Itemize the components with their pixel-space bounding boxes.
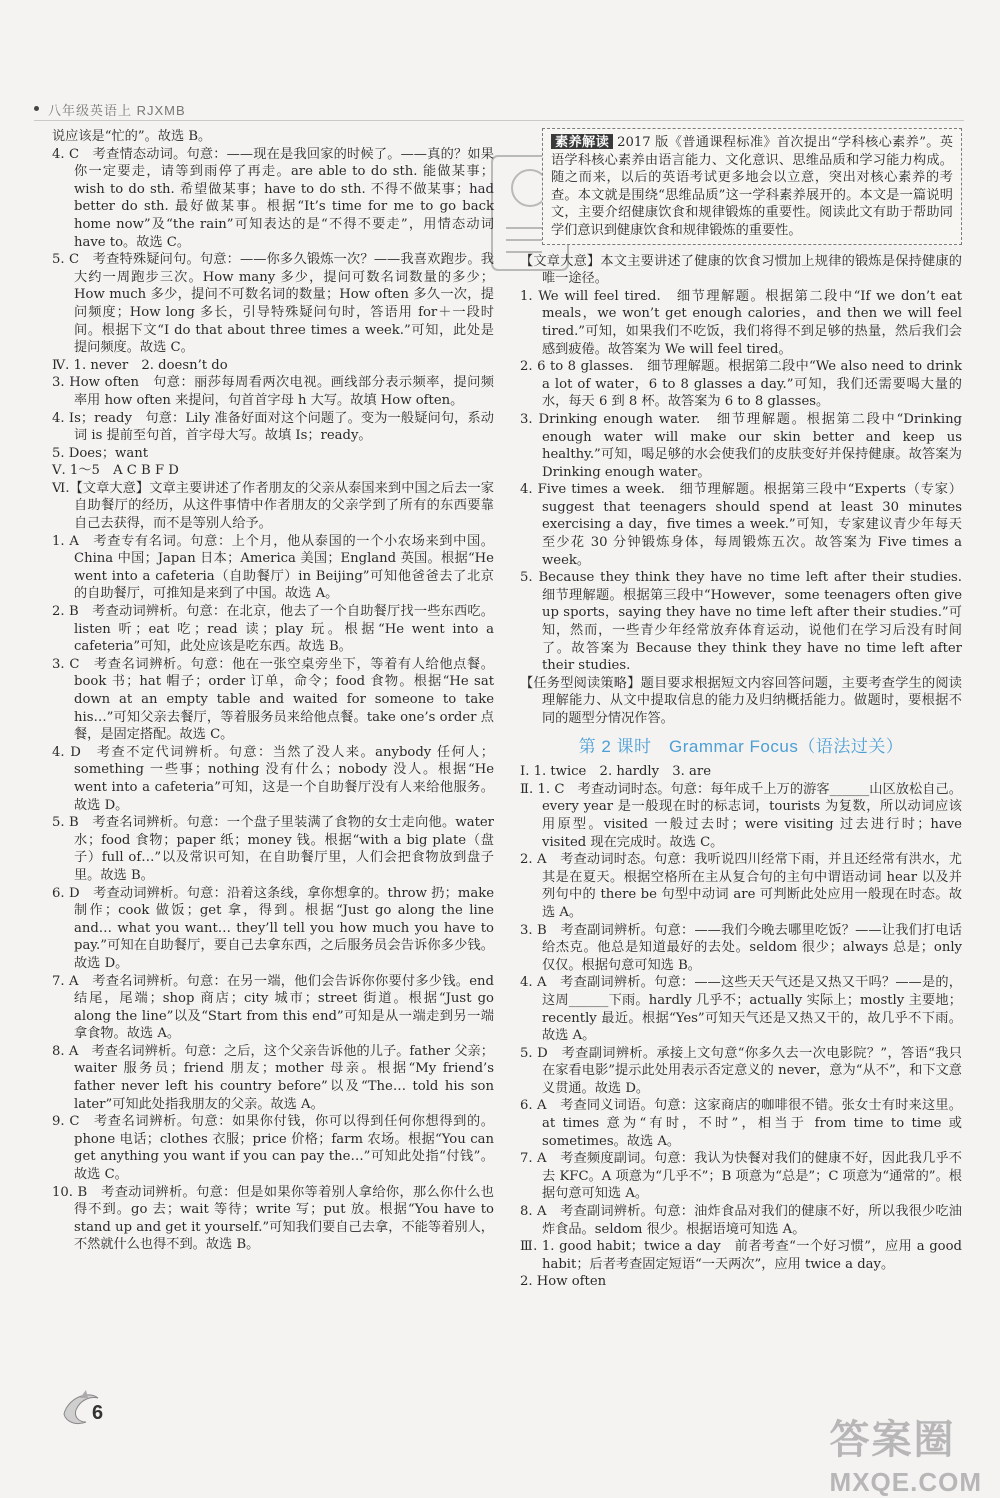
answer-paragraph: 2. 6 to 8 glasses. 细节理解题。根据第二段中“We also need to drink a lot of water，6 to 8 glasses a day.”可知，我们还需要喝大量的水，每天 6 到 8 杯。故答案为 6 to 8 glasses。 (520, 359, 962, 410)
answer-paragraph: Ⅵ.【文章大意】文章主要讲述了作者朋友的父亲从泰国来到中国之后去一家自助餐厅的经历，从这件事情中作者朋友的父亲学到了所有的东西要靠自己去获得，而不是等别人给予。 (52, 480, 494, 532)
answer-paragraph: 4. Five times a week. 细节理解题。根据第三段中“Experts（专家）suggest that teenagers should spend at least 30 minutes exercising a day，five times a week.”可知，专家建议青少年每天至少花 30 分钟锻炼身体，每周锻炼五次。故答案为 Five times a week。 (520, 482, 962, 568)
answer-paragraph: 6. D 考查动词辨析。句意：沿着这条线，拿你想拿的。throw 扔；make 制作；cook 做饭；get 拿，得到。根据“Just go along the line and… what you want… they’ll tell you how much you have to pay.”可知在自助餐厅，要自己去拿东西，之后服务员会告诉你多少钱。故选 D。 (52, 885, 494, 971)
literacy-tag: 素养解读 (551, 134, 613, 149)
literacy-text: 2017 版《普通课程标准》首次提出“学科核心素养”。英语学科核心素养由语言能力、文化意识、思维品质和学习能力构成。随之而来，以后的英语考试更多地会以立意，突出对核心素养的考查。本文就是围绕“思维品质”这一学科素养展开的。本文是一篇说明文，主要介绍健康饮食和规律锻炼的重要性。阅读此文有助于帮助同学们意识到健康饮食和规律锻炼的重要性。 (551, 135, 953, 238)
watermark-small: MXQE.COM (829, 1467, 982, 1497)
right-column (520, 128, 976, 1291)
answer-paragraph: 8. A 考查副词辨析。句意：油炸食品对我们的健康不好，所以我很少吃油炸食品。seldom 很少。根据语境可知选 A。 (520, 1204, 962, 1237)
page-header (34, 100, 964, 121)
answer-paragraph: 10. B 考查动词辨析。句意：但是如果你等着别人拿给你，那么你什么也得不到。go 去；wait 等待；write 写；put 放。根据“You have to stand up and get it yourself.”可知我们要自己去拿，不能等着别人，不然就什么也得不到。故选 B。 (52, 1184, 494, 1253)
answer-paragraph: 4. Is；ready 句意：Lily 准备好面对这个问题了。变为一般疑问句，系动词 is 提前至句首，首字母大写。故填 Is；ready。 (52, 410, 494, 444)
answer-paragraph: Ⅳ. 1. never 2. doesn’t do (52, 357, 228, 373)
left-column (52, 128, 494, 1254)
answer-paragraph: 5. B 考查名词辨析。句意：一个盘子里装满了食物的女士走向他。water 水；food 食物；paper 纸；money 钱。根据“with a big plate（盘子）full of…”以及常识可知，在自助餐厅里，人们会把食物放到盘子里。故选 B。 (52, 815, 494, 883)
right-paras-before (520, 253, 976, 728)
answer-paragraph: 4. A 考查副词辨析。句意：——这些天天气还是又热又干吗？——是的，这周______下雨。hardly 几乎不；actually 实际上；mostly 主要地；recently 最近。根据“Yes”可知天气还是又热又干的，故几乎不下雨。故选 A。 (520, 975, 962, 1044)
answer-paragraph: Ⅴ. 1～5 A C B F D (52, 463, 179, 479)
answer-paragraph: 4. C 考查情态动词。句意：——现在是我回家的时候了。——真的？如果你一定要走，请等到雨停了再走。are able to do sth. 能做某事；wish to do sth. 希望做某事；have to do sth. 不得不做某事；had better do sth. 最好做某事。根据“It’s time for me to go back home now”及“the rain”可知表达的是“不得不要走”，用情态动词 have to。故选 C。 (52, 146, 494, 250)
watermark-big: 答案圈 (829, 1418, 956, 1462)
answer-paragraph: Ⅱ. 1. C 考查动词时态。句意：每年成千上万的游客______山区放松自己。every year 是一般现在时的标志词，tourists 为复数，所以动词应该用原型。visited 一般过去时；were visiting 过去进行时；have visited 现在完成时。故选 C。 (520, 781, 962, 850)
header-title: 八年级英语上 RJXMB (48, 103, 186, 118)
answer-paragraph: 3. B 考查副词辨析。句意：——我们今晚去哪里吃饭？——让我们打电话给杰克。他总是知道最好的去处。seldom 很少；always 总是；only 仅仅。根据句意可知选 B。 (520, 922, 962, 973)
right-paras-after (520, 763, 962, 1291)
answer-paragraph: 9. C 考查名词辨析。句意：如果你付钱，你可以得到任何你想得到的。phone 电话；clothes 衣服；price 价格；farm 农场。根据“You can get anything you want if you can pay the…”可知此处指“付钱”。故选 C。 (52, 1114, 494, 1183)
answer-paragraph: 5. C 考查特殊疑问句。句意：——你多久锻炼一次？——我喜欢跑步。我大约一周跑步三次。How many 多少，提问可数名词数量的多少；How much 多少，提问不可数名词的数量；How often 多久一次，提问频度；How long 多长，引导特殊疑问句时，答语用 for＋一段时间。根据下文“I do that about three times a week.”可知，此处是提问频度。故选 C。 (52, 252, 494, 356)
header-bullet (34, 106, 39, 111)
lesson-title: 第 2 课时 Grammar Focus（语法过关） (578, 736, 904, 756)
answer-paragraph: 2. A 考查动词时态。句意：我听说四川经常下雨，并且还经常有洪水，尤其是在夏天。根据空格所在主从复合句的主句中谓语动词 hear 以及并列句中的 there be 句型中动词 are 可判断此处应用一般现在时态。故选 A。 (520, 852, 962, 920)
page-number: 6 (92, 1402, 104, 1424)
answer-paragraph: 7. A 考查频度副词。句意：我认为快餐对我们的健康不好，因此我几乎不去 KFC。A 项意为“几乎不”；B 项意为“总是”；C 项意为“通常的”。根据句意可知选 A。 (520, 1151, 962, 1202)
answer-paragraph: 6. A 考查同义词语。句意：这家商店的咖啡很不错。张女士有时来这里。at times 意为“有时，不时”，相当于 from time to time 或 sometimes。故选 A。 (520, 1098, 962, 1149)
answer-paragraph: 2. How often (520, 1274, 607, 1290)
answer-paragraph: 5. D 考查副词辨析。承接上文句意“你多久去一次电影院？”，答语“我只在家看电影”提示此处用表示否定意义的 never，意为“从不”，和下文意义贯通。故选 D。 (520, 1045, 962, 1096)
answer-paragraph: 1. We will feel tired. 细节理解题。根据第二段中“If we don’t eat meals，we won’t get enough calories，and then we will feel tired.”可知，如果我们不吃饭，我们将得不到足够的热量，然后我们会感到疲倦。故答案为 We will feel tired。 (520, 288, 962, 357)
answer-paragraph: 4. D 考查不定代词辨析。句意：当然了没人来。anybody 任何人；something 一些事；nothing 没有什么；nobody 没人。根据“He went into a cafeteria”可知，这是一个自助餐厅没有人来给他服务。故选 D。 (52, 744, 494, 813)
answer-paragraph: 【文章大意】本文主要讲述了健康的饮食习惯加上规律的锻炼是保持健康的唯一途径。 (520, 253, 962, 287)
answer-paragraph: 7. A 考查名词辨析。句意：在另一端，他们会告诉你你要付多少钱。end 结尾，尾端；shop 商店；city 城市；street 街道。根据“Just go along the line”以及“Start from this end”可知是从一端走到另一端拿食物。故选 A。 (52, 973, 494, 1042)
answer-paragraph: 【任务型阅读策略】题目要求根据短文内容回答问题，主要考查学生的阅读理解能力、从文中提取信息的能力及归纳概括能力。做题时，要根据不同的题型分情况作答。 (520, 675, 962, 726)
answer-paragraph: 1. A 考查专有名词。句意：上个月，他从泰国的一个小农场来到中国。China 中国；Japan 日本；America 美国；England 英国。根据“He went into a cafeteria（自助餐厅）in Beijing”可知他爸爸去了北京的自助餐厅，可推知是来到了中国。故选 A。 (52, 533, 494, 602)
answer-paragraph: 2. B 考查动词辨析。句意：在北京，他去了一个自助餐厅找一些东西吃。listen 听；eat 吃；read 读；play 玩。根据“He went into a cafeteria”可知，此处应该是吃东西。故选 B。 (52, 604, 494, 655)
answer-paragraph: 3. How often 句意：丽莎每周看两次电视。画线部分表示频率，提问频率用 how often 来提问，句首首字母 h 大写。故填 How often。 (52, 375, 494, 408)
watermark (830, 1408, 982, 1498)
answer-paragraph: 3. C 考查名词辨析。句意：他在一张空桌旁坐下，等着有人给他点餐。book 书；hat 帽子；order 订单，命令；food 食物。根据“He sat down at an empty table and waited for someone to take his…”可知父亲去餐厅，等着服务员来给他点餐。take one’s order 点餐，是固定搭配。故选 C。 (52, 656, 494, 743)
answer-paragraph: 3. Drinking enough water. 细节理解题。根据第二段中“Drinking enough water will make our skin better and keep us healthy.”可知，喝足够的水会使我们的皮肤变好并保持健康。故答案为 Drinking enough water。 (520, 411, 962, 480)
answer-paragraph: Ⅲ. 1. good habit；twice a day 前者考查“一个好习惯”，应用 a good habit；后者考查固定短语“一天两次”，应用 twice a day。 (520, 1239, 962, 1272)
literacy-box (542, 128, 962, 245)
answer-paragraph: 8. A 考查名词辨析。句意：之后，这个父亲告诉他的儿子。father 父亲；waiter 服务员；friend 朋友；mother 母亲。根据“My friend’s father never left his country before”以及“The… told his son later”可知此处指我朋友的父亲。故选 A。 (52, 1043, 494, 1112)
answer-paragraph: 说应该是“忙的”。故选 B。 (52, 129, 212, 144)
answer-paragraph: Ⅰ. 1. twice 2. hardly 3. are (520, 764, 712, 780)
answer-paragraph: 5. Because they think they have no time left after their studies. 细节理解题。根据第三段中“However，some teenagers often give up sports，saying they have no time left after their studies.”可知，然而，一些青少年经常放弃体育运动，说他们在学习后没有时间了。故答案为 Because they think they have no time left after their studies. (520, 570, 976, 674)
answer-paragraph: 5. Does；want (52, 445, 148, 461)
